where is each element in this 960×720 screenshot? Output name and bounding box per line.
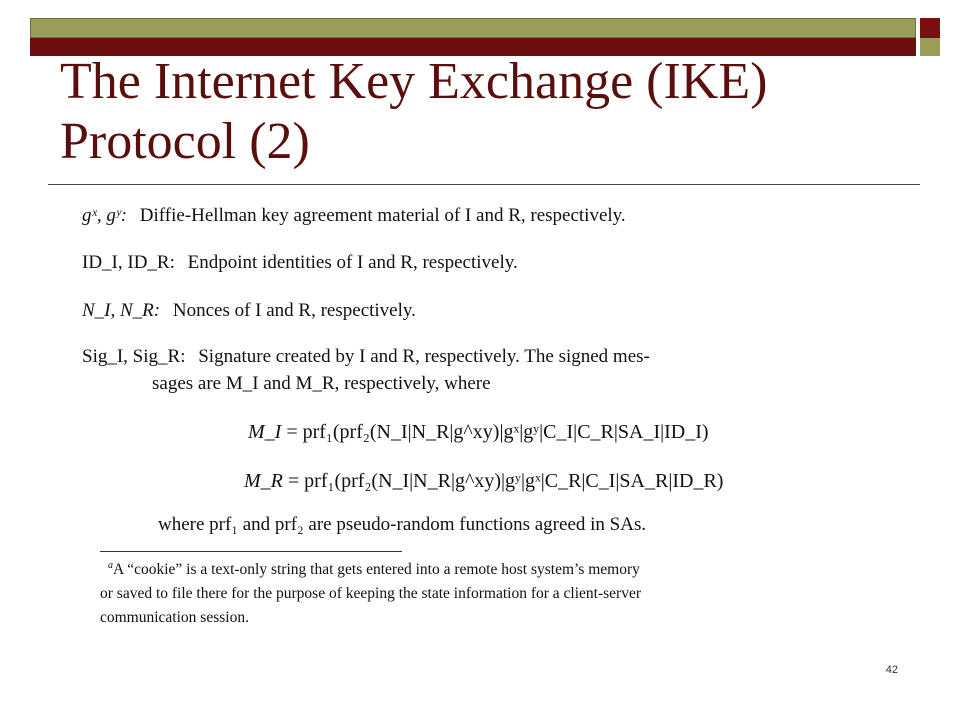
page-number: 42 [885,664,898,676]
formula-m-i [248,421,709,444]
title-divider [48,184,920,185]
footnote-line: communication session. [100,609,249,626]
decorative-square-maroon [920,18,940,38]
footnote-line: or saved to file there for the purpose of keeping the state information for a client-server [100,585,642,602]
footnote [100,558,900,630]
definition-endpoint-ids [82,252,518,274]
definition-description: Nonces of I and R, respectively. [172,300,416,321]
where-clause: where prf₁ and prf₂ are pseudo-random functions agreed in SAs. [158,514,647,535]
footnote-marker: a [108,559,113,571]
decorative-bar-olive [30,18,916,38]
formula-lhs: M_R [244,470,283,492]
definition-dh-material [82,205,626,227]
definition-term: ID_I, ID_R: [82,252,175,273]
decorative-square-olive [920,38,940,56]
slide-title: The Internet Key Exchange (IKE) Protocol (2) [60,53,768,170]
definition-signatures [82,346,650,368]
definition-description: Endpoint identities of I and R, respectively. [187,252,518,273]
footnote-line [100,558,900,582]
formula-rhs: = prf₁(prf₂(N_I|N_R|g^xy)|gˣ|gʸ|C_I|C_R|SA_I|ID_I) [286,421,709,443]
definition-nonces [82,300,416,322]
formula-rhs: = prf₁(prf₂(N_I|N_R|g^xy)|gʸ|gˣ|C_R|C_I|SA_R|ID_R) [287,470,724,492]
formula-m-r [244,470,723,493]
footnote-text: A “cookie” is a text-only string that gets entered into a remote host system’s memory [113,561,640,578]
formula-lhs: M_I [248,421,282,443]
definition-description: Diffie-Hellman key agreement material of I and R, respectively. [139,205,626,226]
definition-term: gˣ, gʸ: [82,205,128,226]
definition-term: N_I, N_R: [82,300,161,321]
footnote-divider [100,551,402,552]
definition-term: Sig_I, Sig_R: [82,346,186,367]
definition-description: Signature created by I and R, respectively. The signed mes- [198,346,650,367]
definition-continuation: sages are M_I and M_R, respectively, where [152,373,491,394]
